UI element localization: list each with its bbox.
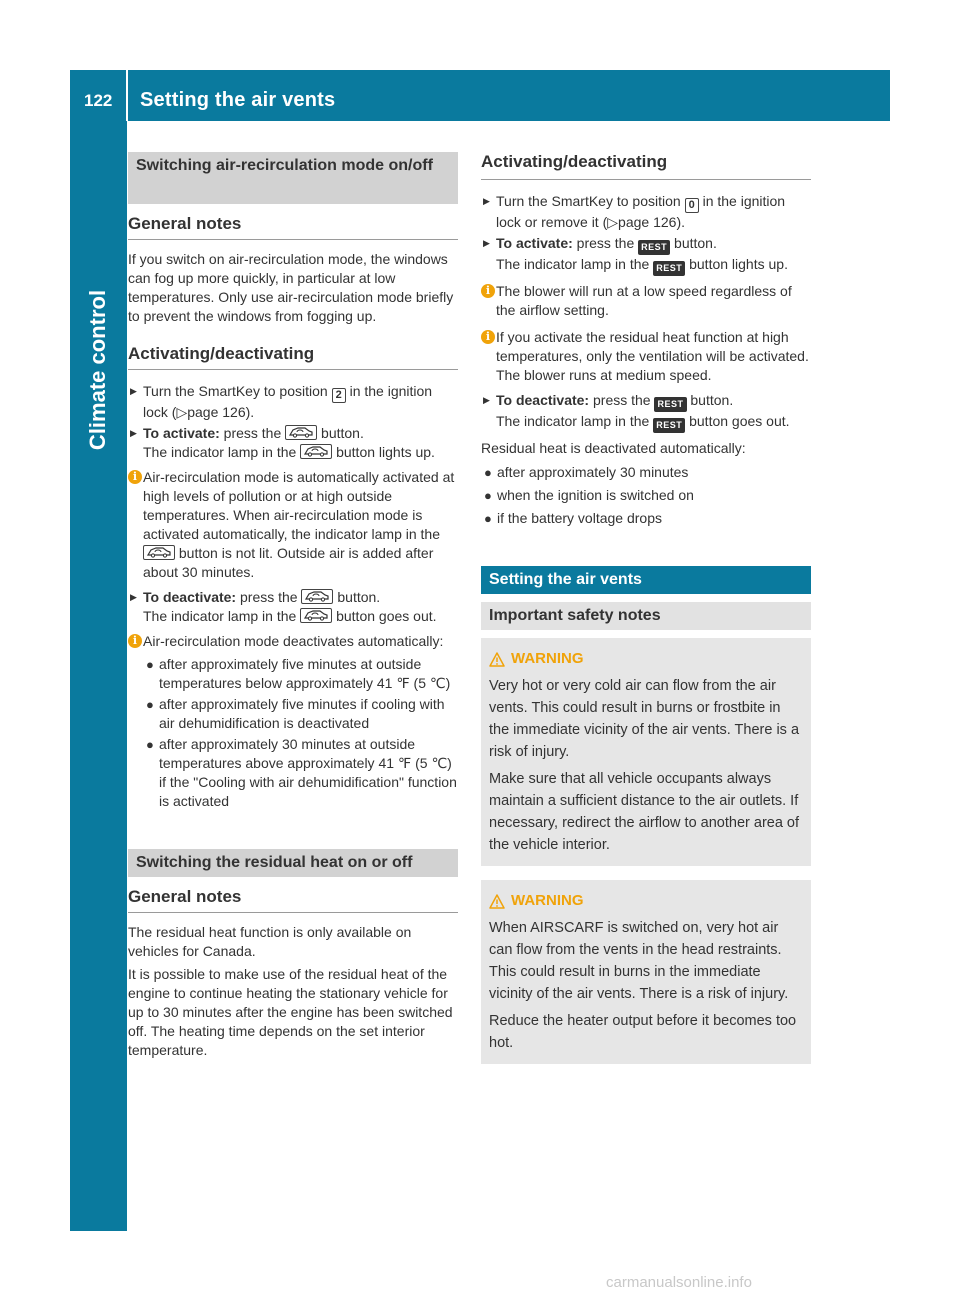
page-reference-link[interactable]: page 126 [187,404,246,420]
list-item: ● after approximately 30 minutes at outside temperatures above approximately 41 ℉ (5 ℃) if the "Cooling with air dehumidification" function is activated [146,736,457,809]
page-title: Setting the air vents [140,89,336,111]
info-note-blower: i The blower will run at a low speed regardless of the airflow setting. [481,282,811,320]
residual-text-description: It is possible to make use of the residual heat of the engine to continue heating the stationary vehicle for up to 30 minutes after the engine has been switched off. The heating time depends on the set interior temperature. [128,966,453,1058]
bullet-icon: ● [484,511,492,526]
warning-box-air-temperature [481,638,811,866]
section-heading-air-vents: Setting the air vents [481,566,811,594]
info-note-high-temperature: i If you activate the residual heat function at high temperatures, only the ventilation will be activated. The blower runs at medium speed. [481,328,811,385]
step-arrow-icon: ▶ [483,238,490,248]
list-item: ● after approximately five minutes at outside temperatures below approximately 41 ℉ (5 ℃) [146,656,451,691]
step-arrow-icon: ▶ [483,395,490,405]
warning-triangle-icon [489,894,505,909]
list-item: ● after approximately 30 minutes [484,464,689,480]
step-arrow-icon: ▶ [130,386,137,396]
activate-label: To activate: [143,425,220,441]
rest-button-icon: REST [653,418,685,433]
step-activate: ▶ To activate: press the REST button. The indicator lamp in the REST button lights up. [481,234,811,276]
info-icon: i [481,330,495,344]
section-heading-residual-heat: Switching the residual heat on or off [128,849,458,877]
warning-box-airscarf [481,880,811,1064]
warning-text: Very hot or very cold air can flow from the air vents. This could result in burns or frostbite in the immediate vicinity of the air vents. There is a risk of injury. [489,678,800,760]
safety-notes-heading: Important safety notes [481,602,811,630]
rest-button-icon: REST [638,240,670,255]
warning-title: WARNING [489,648,803,670]
list-item: ● when the ignition is switched on [484,487,694,503]
auto-deactivation-text: Residual heat is deactivated automatically: [481,440,746,456]
step-ignition: ▶ Turn the SmartKey to position 0 in the ignition lock or remove it (▷page 126). [483,193,786,230]
general-notes-text: If you switch on air-recirculation mode, the windows can fog up more quickly, in particular at low temperatures. Only use air-recirculation mode briefly to prevent the windows from fogging up. [128,251,454,324]
bullet-icon: ● [484,465,492,480]
info-note-auto-activation: i Air-recirculation mode is automatically activated at high levels of pollution or at high outside temperatures. When air-recirculation mode is activated automatically, the indicator lamp in the button is not lit. Outside air is added after about 30 minutes. [128,468,458,582]
step-activate: ▶ To activate: press the button. The indicator lamp in the button lights up. [130,425,435,460]
list-item: ● after approximately five minutes if cooling with air dehumidification is deactivated [146,696,445,731]
activating-heading: Activating/deactivating [128,344,458,370]
warning-triangle-icon [489,652,505,667]
side-tab [70,121,127,1231]
info-icon: i [128,634,142,648]
warning-text: When AIRSCARF is switched on, very hot air can flow from the vents in the head restraints. This could result in burns in the immediate vicinity of the air vents. There is a risk of injury. [489,920,789,1002]
watermark: carmanualsonline.info [606,1274,752,1291]
general-notes-heading: General notes [128,887,458,913]
warning-text: Make sure that all vehicle occupants always maintain a sufficient distance to the air outlets. If necessary, redirect the airflow to another area of the vehicle interior. [489,771,800,853]
step-deactivate: ▶ To deactivate: press the button. The indicator lamp in the button goes out. [130,589,437,624]
residual-text-availability: The residual heat function is only available on vehicles for Canada. [128,924,412,959]
info-note-auto-deactivation: i Air-recirculation mode deactivates automatically: ● after approximately five minutes at outside temperatures below approximately 41 ℉ (5 ℃) ● after approximately five minutes if cooling with air dehumidification is deactivated ● after approximately 30 minutes at outside temperatures above approximately 41 ℉ (5 ℃) if the "Cooling with air dehumidification" function is activated [128,632,458,811]
page-ref-arrow-icon: ▷ [176,404,188,420]
rest-button-icon: REST [653,261,685,276]
step-arrow-icon: ▶ [483,196,490,206]
bullet-icon: ● [146,657,154,672]
recirculation-button-icon [301,589,333,604]
recirculation-button-icon [300,608,332,623]
side-tab-label: Climate control [85,289,110,451]
page-ref-arrow-icon: ▷ [607,214,619,230]
right-column [481,152,811,1064]
step-ignition: ▶ Turn the SmartKey to position 2 in the ignition lock (▷page 126). [130,383,433,420]
header-divider [126,70,128,121]
activate-label: To activate: [496,235,573,251]
warning-text: Reduce the heater output before it becomes too hot. [489,1013,797,1051]
bullet-icon: ● [146,737,154,752]
recirculation-button-icon [300,444,332,459]
page-number: 122 [84,91,113,110]
recirculation-button-icon [285,425,317,440]
warning-title: WARNING [489,890,803,912]
activating-heading: Activating/deactivating [481,152,811,180]
recirculation-button-icon [143,545,175,560]
left-column [128,152,458,1060]
section-heading-recirculation: Switching air-recirculation mode on/off [128,152,458,204]
info-icon: i [128,470,142,484]
step-arrow-icon: ▶ [130,428,137,438]
info-icon: i [481,284,495,298]
bullet-icon: ● [484,488,492,503]
step-arrow-icon: ▶ [130,592,137,602]
rest-button-icon: REST [654,397,686,412]
general-notes-heading: General notes [128,214,458,240]
step-deactivate: ▶ To deactivate: press the REST button. The indicator lamp in the REST button goes out. [481,391,811,433]
deactivate-label: To deactivate: [143,589,237,605]
page-reference-link[interactable]: page 126 [618,214,677,230]
bullet-icon: ● [146,697,154,712]
key-position-2-icon: 2 [332,388,346,403]
key-position-0-icon: 0 [685,198,699,213]
deactivate-label: To deactivate: [496,392,590,408]
list-item: ● if the battery voltage drops [484,510,662,526]
